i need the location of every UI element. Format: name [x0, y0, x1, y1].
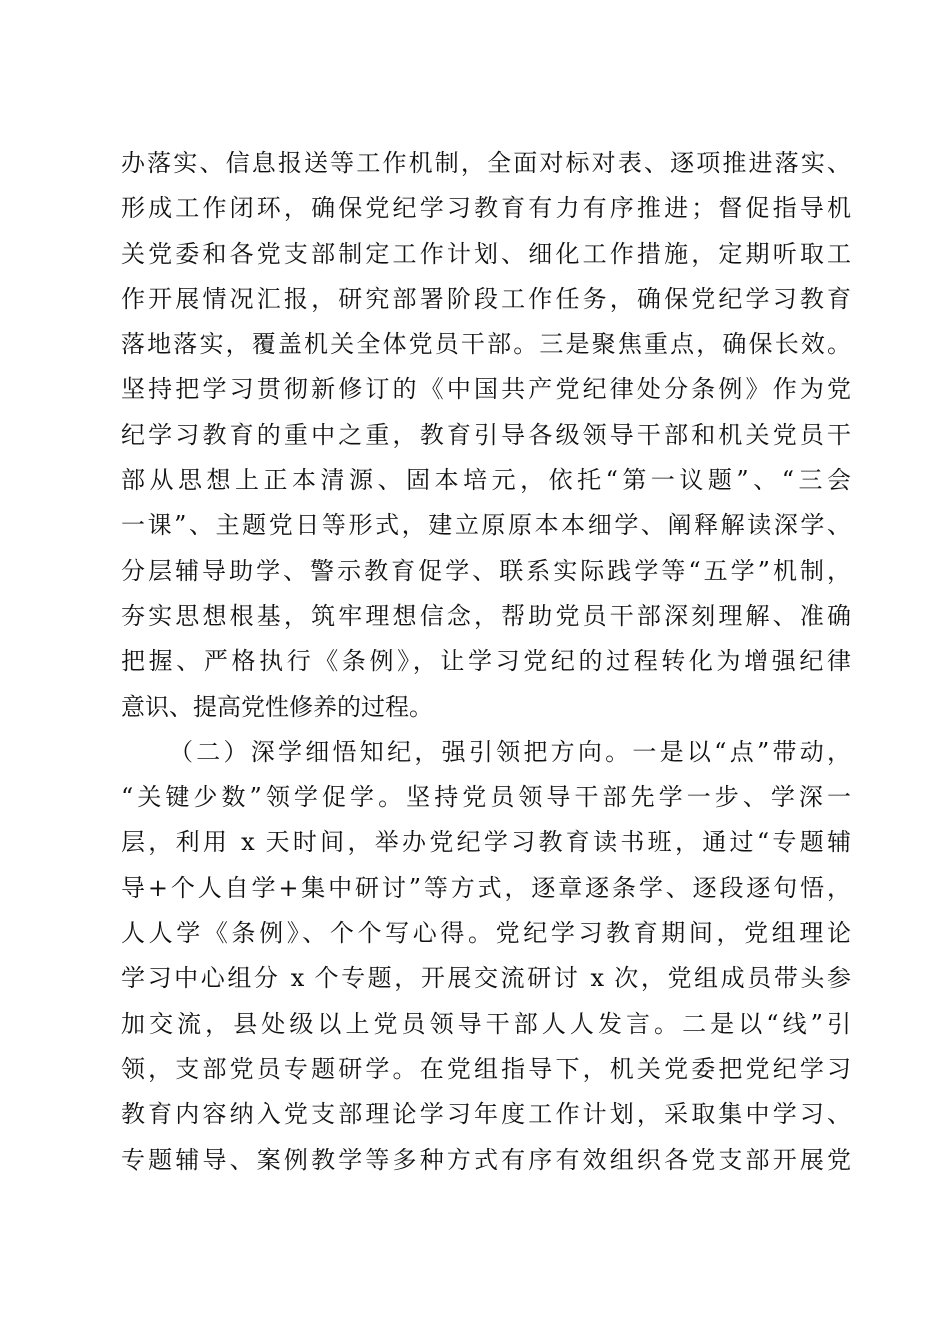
body-text	[121, 141, 851, 1183]
text-line: 关党委和各党支部制定工作计划、细化工作措施，定期听取工	[121, 239, 851, 268]
text-line: 夯实思想根基，筑牢理想信念，帮助党员干部深刻理解、准确	[121, 601, 851, 630]
text-line: 落地落实，覆盖机关全体党员干部。三是聚焦重点，确保长效。	[121, 330, 851, 359]
text-line: “关键少数”领学促学。坚持党员领导干部先学一步、学深一	[121, 783, 851, 812]
text-line: 领，支部党员专题研学。在党组指导下，机关党委把党纪学习	[121, 1054, 851, 1083]
text-line: 层，利用 x 天时间，举办党纪学习教育读书班，通过“专题辅	[121, 828, 851, 857]
text-line: 坚持把学习贯彻新修订的《中国共产党纪律处分条例》作为党	[121, 375, 851, 404]
text-line: 专题辅导、案例教学等多种方式有序有效组织各党支部开展党	[121, 1145, 851, 1174]
text-line: 加交流，县处级以上党员领导干部人人发言。二是以“线”引	[121, 1009, 851, 1038]
text-line: 把握、严格执行《条例》，让学习党纪的过程转化为增强纪律	[121, 647, 851, 676]
text-line: 教育内容纳入党支部理论学习年度工作计划，采取集中学习、	[121, 1100, 851, 1129]
paragraph-end-line: 意识、提高党性修养的过程。	[121, 692, 433, 721]
text-line: 人人学《条例》、个个写心得。党纪学习教育期间，党组理论	[121, 919, 851, 948]
text-line: 形成工作闭环，确保党纪学习教育有力有序推进；督促指导机	[121, 194, 851, 223]
text-line: 部从思想上正本清源、固本培元，依托“第一议题”、“三会	[121, 466, 851, 495]
text-line: 纪学习教育的重中之重，教育引导各级领导干部和机关党员干	[121, 420, 851, 449]
text-line: 作开展情况汇报，研究部署阶段工作任务，确保党纪学习教育	[121, 284, 851, 313]
text-line: 导+个人自学+集中研讨”等方式，逐章逐条学、逐段逐句悟，	[121, 873, 851, 902]
text-line: 学习中心组分 x 个专题，开展交流研讨 x 次，党组成员带头参	[121, 964, 851, 993]
text-line: 一课”、主题党日等形式，建立原原本本细学、阐释解读深学、	[121, 511, 851, 540]
section-heading-line: （二）深学细悟知纪，强引领把方向。一是以“点”带动，	[169, 737, 851, 766]
text-line: 分层辅导助学、警示教育促学、联系实际践学等“五学”机制，	[121, 556, 851, 585]
text-line: 办落实、信息报送等工作机制，全面对标对表、逐项推进落实、	[121, 149, 851, 177]
